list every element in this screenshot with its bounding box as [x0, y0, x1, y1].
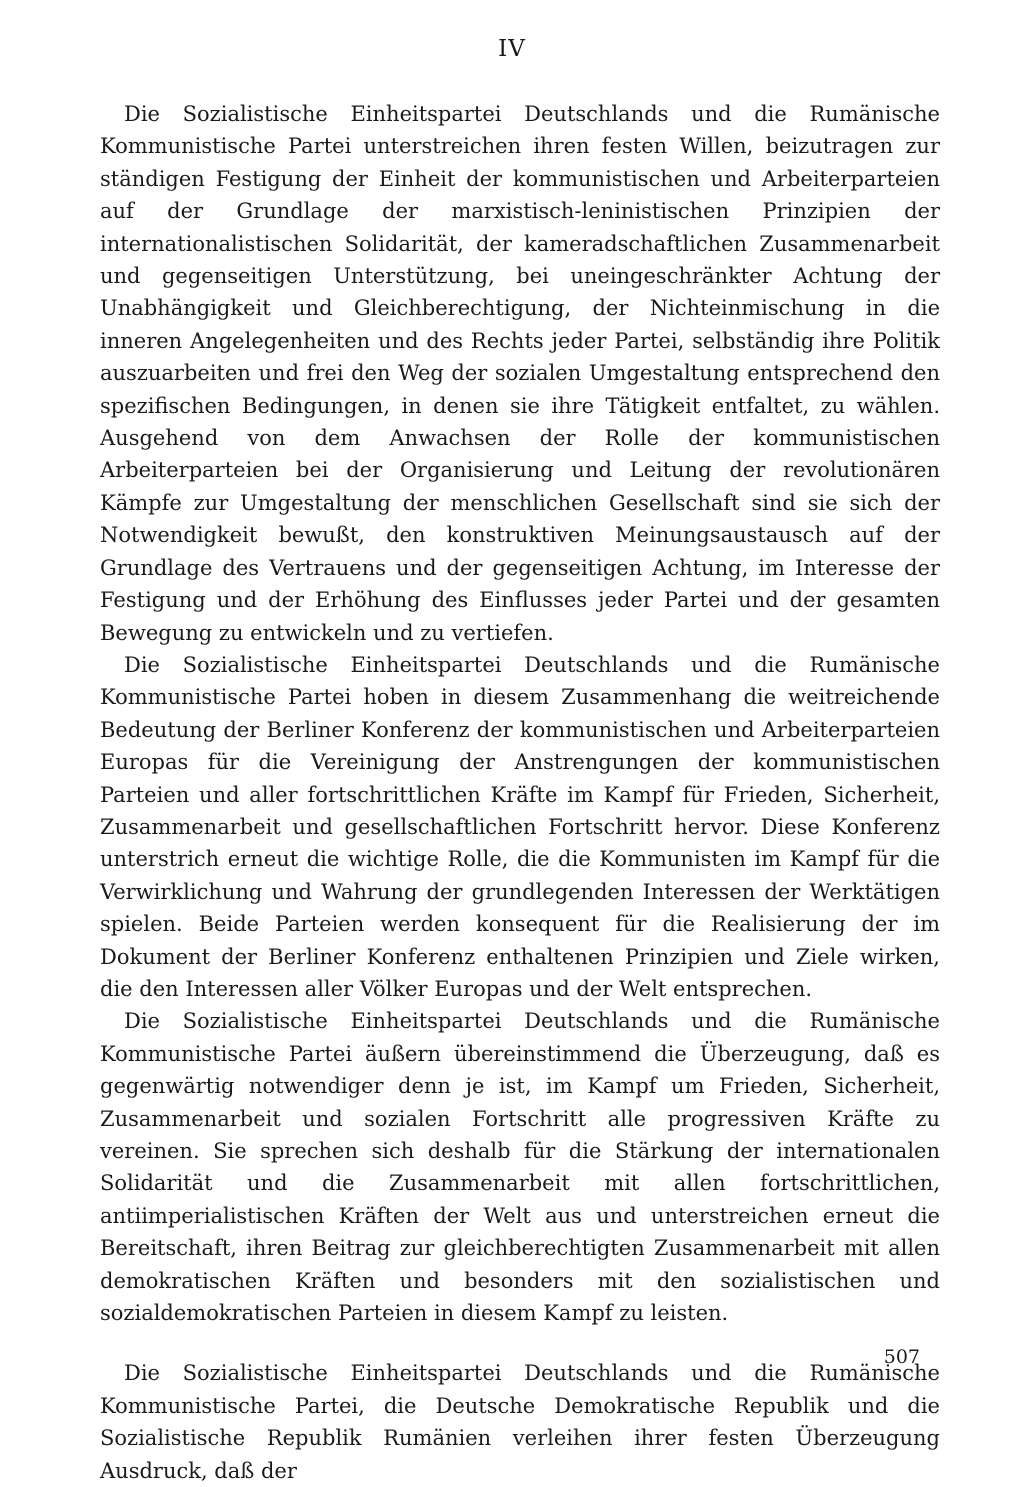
paragraph-4: Die Sozialistische Einheitspartei Deutschlands und die Rumänische Kommunistische Partei, die Deutsche Demokratische Republik und die Sozialistische Republik Rumänien verleihen ihrer festen Überzeugung Ausdruck, daß der — [100, 1361, 940, 1483]
paragraph-3: Die Sozialistische Einheitspartei Deutschlands und die Rumänische Kommunistische Partei äußern übereinstimmend die Überzeugung, daß es gegenwärtig notwendiger denn je ist, im Kampf um Frieden, Sicherheit, Zusammenarbeit und sozialen Fortschritt alle progressiven Kräfte zu vereinen. Sie sprechen sich deshalb für die Stärkung der internationalen Solidarität und die Zusammenarbeit mit allen fortschrittlichen, antiimperialistischen Kräften der Welt aus und unterstreichen erneut die Bereitschaft, ihren Beitrag zur gleichberechtigten Zusammenarbeit mit allen demokratischen Kräften und besonders mit den sozialistischen und sozialdemokratischen Parteien in diesem Kampf zu leisten. — [100, 1009, 940, 1326]
paragraph-2: Die Sozialistische Einheitspartei Deutschlands und die Rumänische Kommunistische Partei hoben in diesem Zusammenhang die weitreichende Bedeutung der Berliner Konferenz der kommunistischen und Arbeiterparteien Europas für die Vereinigung der Anstrengungen der kommunistischen Parteien und aller fortschrittlichen Kräfte im Kampf für Frieden, Sicherheit, Zusammenarbeit und gesellschaftlichen Fortschritt hervor. Diese Konferenz unterstrich erneut die wichtige Rolle, die die Kommunisten im Kampf für die Verwirklichung und Wahrung der grundlegenden Interessen der Werktätigen spielen. Beide Parteien werden konsequent für die Realisierung der im Dokument der Berliner Konferenz enthaltenen Prinzipien und Ziele wirken, die den Interessen aller Völker Europas und der Welt entsprechen. — [100, 652, 940, 1001]
body-text — [100, 98, 940, 1487]
section-heading: IV — [498, 36, 526, 62]
page-number: 507 — [883, 1346, 920, 1368]
paragraph-1: Die Sozialistische Einheitspartei Deutschlands und die Rumänische Kommunistische Partei unterstreichen ihren festen Willen, beizutragen zur ständigen Festigung der Einheit der kommunistischen und Arbeiterparteien auf der Grundlage der marxistisch-leninistischen Prinzipien der internationalistischen Solidarität, der kameradschaftlichen Zusammenarbeit und gegenseitigen Unterstützung, bei uneingeschränkter Achtung der Unabhängigkeit und Gleichberechtigung, der Nichteinmischung in die inneren Angelegenheiten und des Rechts jeder Partei, selbständig ihre Politik auszuarbeiten und frei den Weg der sozialen Umgestaltung entsprechend den spezifischen Bedingungen, in denen sie ihre Tätigkeit entfaltet, zu wählen. Ausgehend von dem Anwachsen der Rolle der kommunistischen Arbeiterparteien bei der Organisierung und Leitung der revolutionären Kämpfe zur Umgestaltung der menschlichen Gesellschaft sind sie sich der Notwendigkeit bewußt, den konstruktiven Meinungsaustausch auf der Grundlage des Vertrauens und der gegenseitigen Achtung, im Interesse der Festigung und der Erhöhung des Einflusses jeder Partei und der gesamten Bewegung zu entwickeln und zu vertiefen. — [100, 102, 940, 645]
